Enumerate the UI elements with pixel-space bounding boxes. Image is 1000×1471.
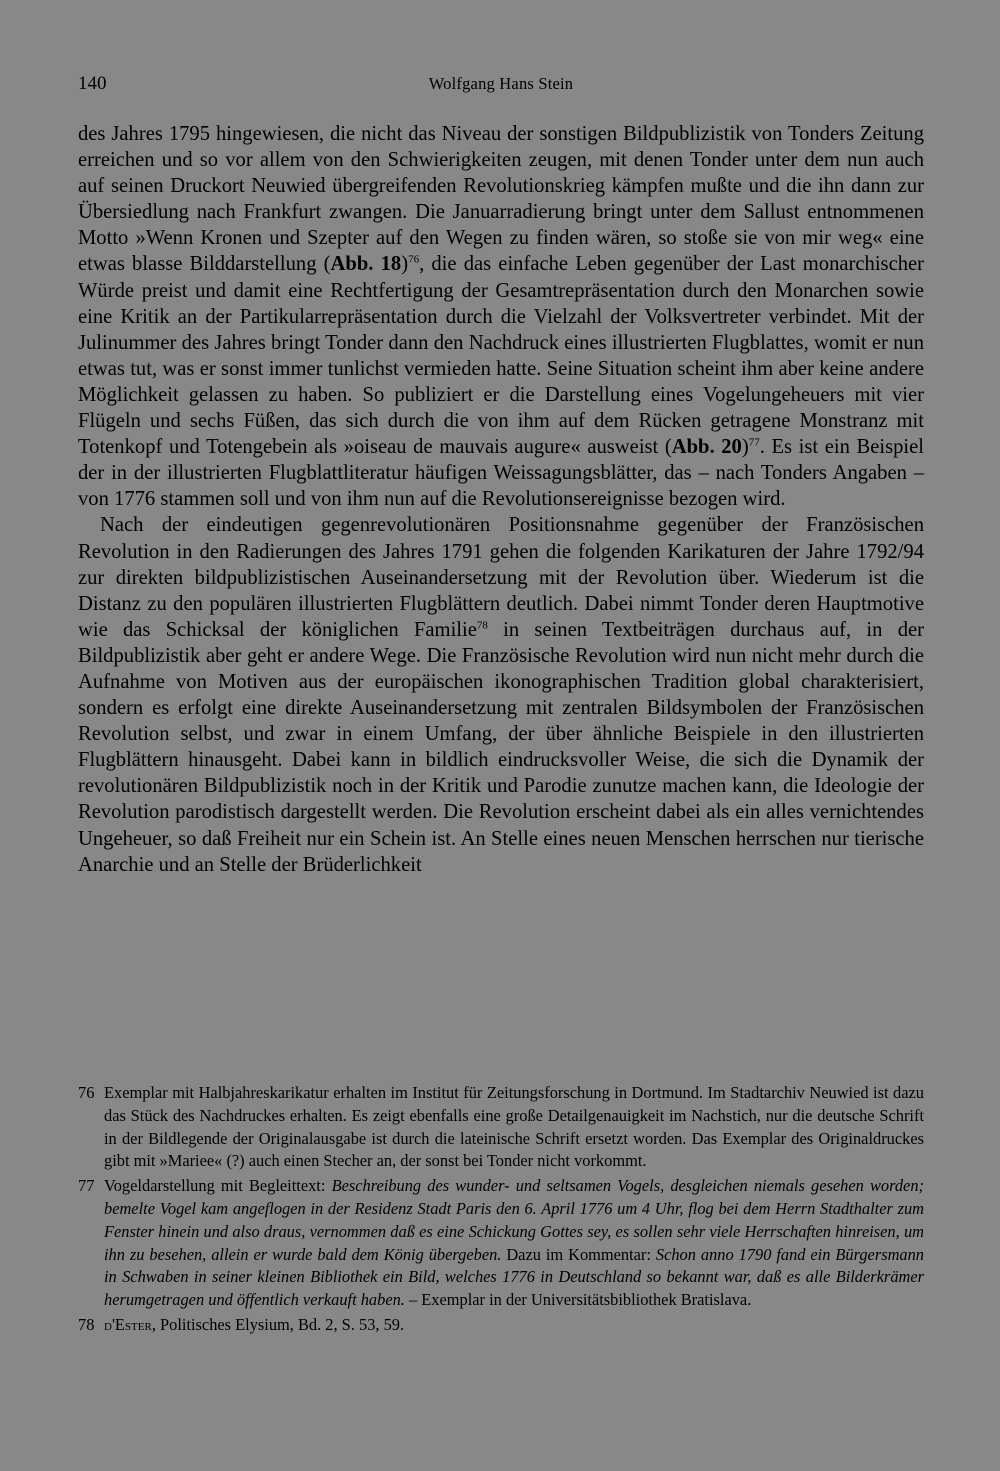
quoted-text: Schon anno 1790 fand ein Bürgersmann in Schwaben in seiner kleinen Bibliothek ein Bild, welches 1776 in Deutschland so bekannt war, daß es alle Bilderkrämer herumgetragen und öffentlich verkauft haben. bbox=[104, 1244, 924, 1310]
text-run: in seinen Textbeiträgen durchaus auf, in der Bildpublizistik aber geht er andere Wege. Die Französische Revolution wird nun nicht mehr durch die Aufnahme von Motiven aus der europäischen ikonographischen Tradition global charakterisiert, sondern es erfolgt eine direkte Auseinandersetzung mit zentralen Bildsymbolen der Französischen Revolution selbst, und zwar in einem Umfang, der über ähnliche Beispiele in den illustrierten Flugblättern hinausgeht. Dabei kann in bildlich eindrucksvoller Weise, die sich die Dynamik der revolutionären Bildpublizistik noch in der Kritik und Parodie zunutze machen kann, die Ideologie der Revolution parodistisch dargestellt werden. Die Revolution erscheint dabei als ein alles vernichtendes Ungeheuer, so daß Freiheit nur ein Schein ist. An Stelle eines neuen Menschen herrschen nur tierische Anarchie und an Stelle der Brüderlichkeit bbox=[78, 618, 924, 876]
footnote-text: Dazu im Kommentar: bbox=[501, 1244, 656, 1264]
footnote-77 bbox=[78, 1175, 924, 1312]
page-header bbox=[78, 68, 924, 100]
footnote-number: 76 bbox=[78, 1083, 95, 1102]
footnote-number: 78 bbox=[78, 1314, 95, 1334]
quoted-text: Beschreibung des wunder- und seltsamen Vogels, desgleichen niemals gesehen worden; bemelte Vogel kam angeflogen in der Residenz Stadt Paris den 6. April 1776 um 4 Uhr, flog bei dem Herrn Stadthalter zum Fenster hinein und also draus, vernommen daß es eine Schickung Gottes sey, es sollen sehr viele Herrschaften hinreisen, um ihn zu besehen, allein er wurde bald dem König übergeben. bbox=[104, 1176, 924, 1264]
footnote-text: Exemplar mit Halbjahreskarikatur erhalten im Institut für Zeitungsforschung in Dortmund. Im Stadtarchiv Neuwied ist dazu das Stück des Nachdruckes erhalten. Es zeigt ebenfalls eine große Detailgenauigkeit im Nachstich, nur die deutsche Schrift in der Bildlegende der Originalausgabe ist durch die lateinische Schrift ersetzt worden. Das Exemplar des Originaldruckes gibt mit »Mariee« (?) auch einen Stecher an, der sonst bei Tonder nicht vorkommt. bbox=[104, 1083, 924, 1171]
footnote-text: Vogeldarstellung mit Begleittext: bbox=[104, 1176, 332, 1196]
figure-reference: Abb. 20 bbox=[671, 436, 742, 459]
page-number: 140 bbox=[78, 73, 107, 94]
paragraph-1 bbox=[78, 121, 924, 512]
author-name: d'Ester bbox=[104, 1314, 152, 1334]
footnote-ref: 77 bbox=[748, 436, 760, 449]
text-run: . Es ist ein Beispiel der in der illustrierten Flugblattliteratur häufigen Weissagungsblätter, das – nach Tonders Angaben – von 1776 stammen soll und von ihm nun auf die Revolutionsereignisse bezogen wird. bbox=[78, 436, 924, 511]
text-run: des Jahres 1795 hingewiesen, die nicht das Niveau der sonstigen Bildpublizistik von Tonders Zeitung erreichen und so vor allem von den Schwierigkeiten zeugen, mit denen Tonder unter dem nun auch auf seinen Druckort Neuwied übergreifenden Revolutionskrieg kämpfen mußte und die ihn dann zur Übersiedlung nach Frankfurt zwangen. Die Januarradierung bringt unter dem Sallust entnommenen Motto »Wenn Kronen und Szepter auf den Wegen zu finden wären, so stoße sie von mir weg« eine etwas blasse Bilddarstellung ( bbox=[78, 123, 924, 276]
text-run: Nach der eindeutigen gegenrevolutionären Positionsnahme gegenüber der Französischen Revolution in den Radierungen des Jahres 1791 gehen die folgenden Karikaturen der Jahre 1792/94 zur direkten bildpublizistischen Auseinandersetzung mit der Revolution über. Wiederum ist die Distanz zu den populären illustrierten Flugblättern deutlich. Dabei nimmt Tonder deren Hauptmotive wie das Schicksal der königlichen Familie bbox=[78, 514, 924, 641]
text-run: ) bbox=[741, 436, 749, 459]
footnote-78 bbox=[78, 1314, 924, 1337]
paragraph-2 bbox=[78, 512, 924, 877]
footnote-76 bbox=[78, 1082, 924, 1173]
footnote-text: – Exemplar in der Universitätsbibliothek Bratislava. bbox=[404, 1290, 752, 1310]
footnote-ref: 78 bbox=[476, 619, 488, 632]
text-run: ) bbox=[401, 253, 409, 276]
figure-reference: Abb. 18 bbox=[330, 253, 402, 276]
text-run: , die das einfache Leben gegenüber der Last monarchischer Würde preist und damit eine Rechtfertigung der Gesamtrepräsentation durch den Monarchen sowie eine Kritik an der Partikularrepräsentation durch die Vielzahl der Volksvertreter verbindet. Mit der Julinummer des Jahres bringt Tonder dann den Nachdruck eines illustrierten Flugblattes, womit er nun etwas tut, was er sonst immer tunlichst vermieden hatte. Seine Situation scheint ihm aber keine andere Möglichkeit gelassen zu haben. So publiziert er die Darstellung eines Vogelungeheuers mit vier Flügeln und sechs Füßen, das sich durch die von ihm auf dem Rücken getragene Monstranz mit Totenkopf und Totengebein als »oiseau de mauvais augure« ausweist ( bbox=[78, 253, 925, 459]
footnote-text: , Politisches Elysium, Bd. 2, S. 53, 59. bbox=[151, 1314, 405, 1334]
footnote-number: 77 bbox=[78, 1176, 95, 1196]
running-head: Wolfgang Hans Stein bbox=[428, 74, 574, 93]
footnotes bbox=[78, 1082, 924, 1339]
footnote-ref: 76 bbox=[408, 253, 420, 266]
body-text bbox=[78, 121, 924, 878]
